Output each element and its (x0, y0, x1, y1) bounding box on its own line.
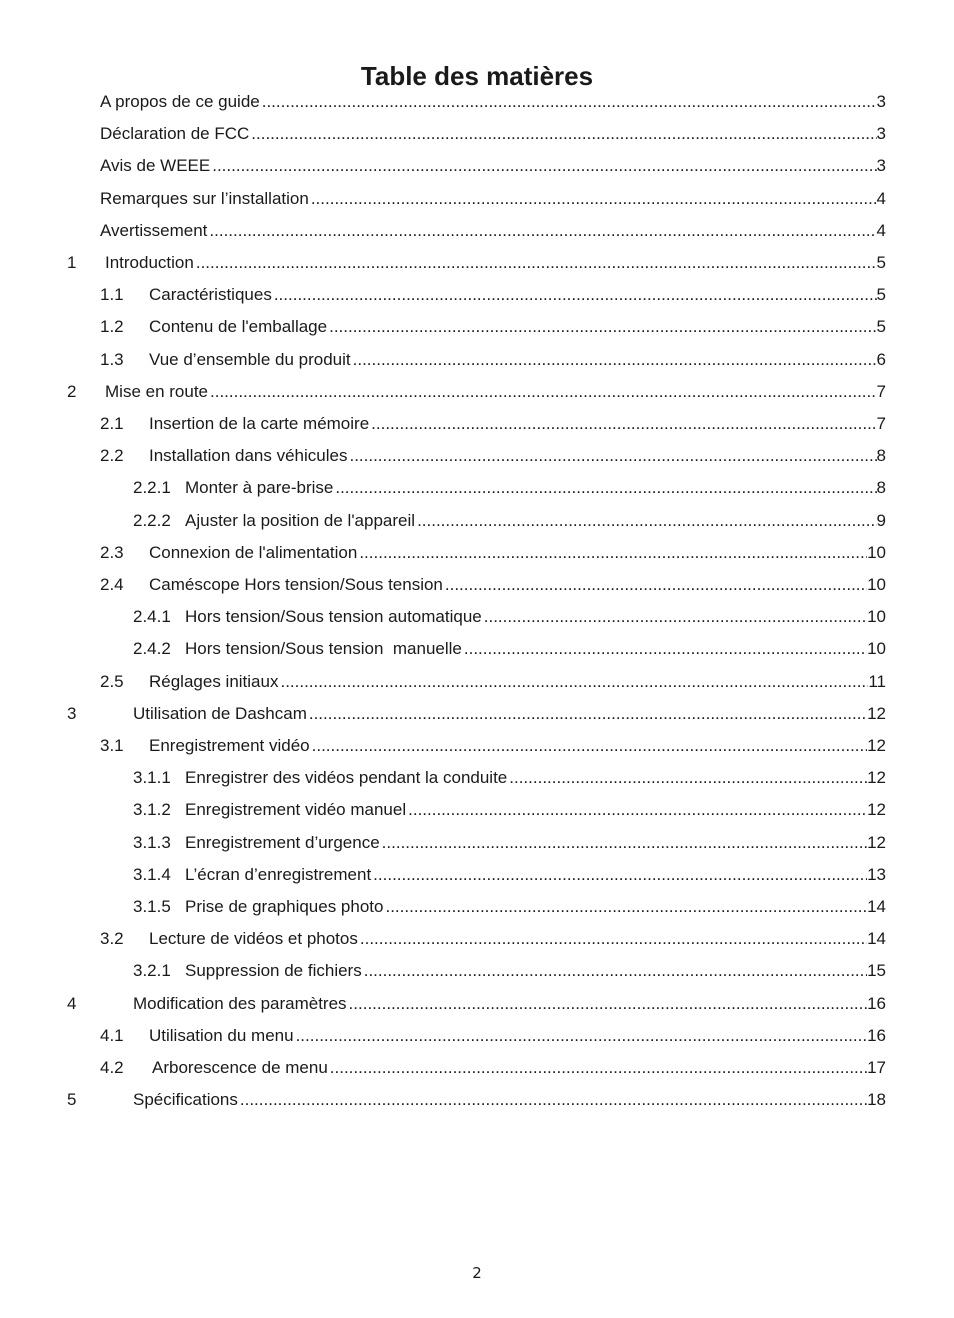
toc-entry-page: 13 (867, 864, 886, 884)
toc-dot-leader (212, 156, 876, 176)
toc-entry-number: 2.4.2 (133, 639, 171, 659)
toc-dot-leader (330, 1058, 867, 1078)
toc-entry-label: Avis de WEEE (100, 156, 211, 176)
toc-entry-page: 16 (867, 993, 886, 1013)
toc-dot-leader (210, 382, 877, 402)
toc-entry[interactable] (100, 118, 886, 150)
toc-entry-number: 2.3 (100, 542, 124, 562)
toc-dot-leader (196, 253, 877, 273)
toc-entry-label: Monter à pare-brise (185, 478, 334, 498)
toc-entry-number: 3.1.4 (133, 864, 171, 884)
toc-entry-label: Hors tension/Sous tension manuelle (185, 639, 462, 659)
toc-entry-number: 3.1.1 (133, 768, 171, 788)
toc-entry-page: 4 (876, 188, 886, 208)
toc-entry-page: 4 (876, 220, 886, 240)
toc-entry-number: 2.1 (100, 414, 124, 433)
toc-dot-leader (349, 994, 868, 1014)
toc-dot-leader (364, 961, 867, 981)
toc-entry-page: 7 (876, 381, 886, 401)
toc-entry[interactable] (100, 1052, 886, 1084)
toc-dot-leader (464, 639, 867, 659)
toc-entry-number: 2.2.1 (133, 478, 171, 498)
toc-entry-page: 6 (876, 349, 886, 369)
toc-entry-page: 12 (867, 832, 886, 852)
toc-dot-leader (312, 736, 867, 756)
toc-entry-page: 3 (876, 92, 886, 111)
toc-entry-page: 12 (867, 768, 886, 788)
toc-dot-leader (353, 350, 877, 370)
toc-entry[interactable] (67, 1084, 886, 1116)
toc-entry-label: Avertissement (100, 220, 208, 240)
toc-entry-page: 14 (867, 929, 886, 949)
toc-entry[interactable] (100, 215, 886, 247)
toc-entry-page: 10 (867, 607, 886, 627)
toc-dot-leader (240, 1090, 867, 1110)
toc-entry-page: 12 (867, 736, 886, 755)
toc-entry-label: L’écran d’enregistrement (185, 864, 372, 884)
toc-entry-label: A propos de ce guide (100, 92, 260, 111)
toc-entry-label: Utilisation de Dashcam (133, 703, 307, 723)
toc-entry[interactable] (100, 408, 886, 440)
toc-entry-label: Insertion de la carte mémoire (149, 414, 370, 433)
toc-dot-leader (309, 704, 867, 724)
toc-entry-page: 12 (867, 800, 886, 820)
toc-entry-label: Vue d’ensemble du produit (149, 349, 351, 369)
toc-entry-label: Suppression de fichiers (185, 961, 362, 981)
toc-entry-number: 2.4.1 (133, 607, 171, 627)
toc-entry-page: 5 (876, 253, 886, 272)
toc-entry-label: Spécifications (133, 1090, 238, 1110)
toc-entry-number: 3 (67, 703, 77, 723)
toc-entry[interactable] (67, 988, 886, 1020)
toc-entry[interactable] (100, 1020, 886, 1052)
toc-entry-number: 2.2 (100, 446, 124, 466)
toc-entry[interactable] (100, 344, 886, 376)
toc-entry-number: 3.1 (100, 736, 124, 755)
toc-entry-page: 18 (867, 1090, 886, 1110)
toc-dot-leader (280, 672, 868, 692)
toc-entry-page: 14 (867, 897, 886, 916)
toc-entry[interactable] (100, 311, 886, 343)
toc-entry[interactable] (133, 762, 886, 794)
toc-entry[interactable] (133, 505, 886, 537)
toc-entry[interactable] (67, 376, 886, 408)
toc-entry-page: 15 (867, 961, 886, 981)
toc-entry-number: 1.1 (100, 285, 124, 305)
toc-entry-number: 3.1.2 (133, 800, 171, 820)
page-title: Table des matières (360, 61, 594, 91)
toc-entry[interactable] (100, 440, 886, 472)
toc-entry-label: Ajuster la position de l'appareil (185, 510, 416, 530)
toc-entry[interactable] (133, 633, 886, 665)
toc-entry-number: 3.1.5 (133, 897, 171, 916)
toc-dot-leader (311, 189, 877, 209)
toc-entry-label: Enregistrement vidéo manuel (185, 800, 407, 820)
toc-entry-label: Installation dans véhicules (149, 446, 348, 466)
toc-entry-label: Prise de graphiques photo (185, 897, 384, 916)
toc-entry-number: 4 (67, 993, 77, 1013)
toc-entry-label: Réglages initiaux (149, 671, 279, 691)
toc-entry[interactable] (100, 569, 886, 601)
toc-entry-label: Arborescence de menu (152, 1058, 328, 1077)
toc-dot-leader (371, 414, 876, 434)
toc-dot-leader (296, 1026, 868, 1046)
toc-entry[interactable] (133, 601, 886, 633)
toc-entry[interactable] (67, 247, 886, 279)
toc-entry-page: 11 (868, 671, 886, 691)
toc-dot-leader (382, 833, 867, 853)
toc-entry-number: 3.1.3 (133, 832, 171, 852)
toc-entry-number: 5 (67, 1090, 77, 1110)
toc-entry-page: 7 (876, 414, 886, 433)
toc-dot-leader (484, 607, 867, 627)
toc-entry-number: 3.2 (100, 929, 124, 949)
toc-entry-label: Introduction (105, 253, 194, 272)
toc-entry-number: 2.2.2 (133, 510, 171, 530)
toc-entry-label: Lecture de vidéos et photos (149, 929, 358, 949)
toc-entry-page: 8 (876, 478, 886, 498)
toc-entry-number: 2 (67, 381, 77, 401)
toc-dot-leader (349, 446, 876, 466)
toc-entry-label: Mise en route (105, 381, 208, 401)
page-number: 2 (472, 1264, 482, 1282)
toc-entry-number: 2.5 (100, 671, 124, 691)
toc-entry-page: 10 (867, 639, 886, 659)
toc-dot-leader (445, 575, 867, 595)
toc-dot-leader (274, 285, 877, 305)
toc-dot-leader (509, 768, 867, 788)
toc-entry-page: 17 (867, 1058, 886, 1077)
toc-entry[interactable] (100, 279, 886, 311)
toc-entry[interactable] (133, 955, 886, 987)
toc-entry-label: Caractéristiques (149, 285, 272, 305)
toc-entry-page: 3 (876, 124, 886, 144)
toc-entry-number: 4.1 (100, 1025, 124, 1045)
toc-dot-leader (251, 124, 876, 144)
toc-dot-leader (335, 478, 876, 498)
toc-entry[interactable] (100, 183, 886, 215)
toc-entry[interactable] (133, 891, 886, 923)
toc-entry[interactable] (133, 794, 886, 826)
toc-entry-page: 5 (876, 285, 886, 305)
toc-entry-label: Utilisation du menu (149, 1025, 294, 1045)
toc-dot-leader (373, 865, 867, 885)
toc-entry[interactable] (67, 698, 886, 730)
toc-dot-leader (359, 543, 867, 563)
toc-dot-leader (329, 317, 876, 337)
toc-entry-page: 10 (867, 575, 886, 594)
toc-dot-leader (417, 511, 876, 531)
toc-entry-label: Contenu de l'emballage (149, 317, 328, 337)
toc-dot-leader (262, 92, 877, 112)
toc-entry-page: 10 (867, 542, 886, 562)
toc-dot-leader (209, 221, 876, 241)
toc-entry-label: Modification des paramètres (133, 993, 347, 1013)
toc-entry-page: 12 (867, 703, 886, 723)
toc-entry[interactable] (133, 472, 886, 504)
toc-entry-label: Connexion de l'alimentation (149, 542, 358, 562)
toc-entry[interactable] (100, 537, 886, 569)
toc-entry-label: Enregistrement d’urgence (185, 832, 380, 852)
toc-entry-number: 3.2.1 (133, 961, 171, 981)
toc-entry[interactable] (100, 150, 886, 182)
toc-entry-number: 4.2 (100, 1058, 124, 1077)
toc-entry-label: Caméscope Hors tension/Sous tension (149, 575, 443, 594)
toc-entry-label: Déclaration de FCC (100, 124, 250, 144)
toc-entry-label: Enregistrement vidéo (149, 736, 310, 755)
toc-entry-number: 1 (67, 253, 77, 272)
toc-entry-label: Remarques sur l’installation (100, 188, 309, 208)
toc-entry[interactable] (100, 666, 886, 698)
toc-entry-number: 2.4 (100, 575, 124, 594)
toc-entry[interactable] (100, 730, 886, 762)
toc-entry-page: 3 (876, 156, 886, 176)
toc-entry-page: 16 (867, 1025, 886, 1045)
toc-entry-label: Hors tension/Sous tension automatique (185, 607, 482, 627)
toc-dot-leader (408, 800, 867, 820)
toc-entry-page: 5 (876, 317, 886, 337)
toc-dot-leader (360, 929, 867, 949)
toc-entry-number: 1.2 (100, 317, 124, 337)
toc-entry[interactable] (133, 859, 886, 891)
toc-entry[interactable] (100, 923, 886, 955)
toc-entry[interactable] (133, 827, 886, 859)
toc-entry-page: 9 (876, 510, 886, 530)
toc-entry-label: Enregistrer des vidéos pendant la conduite (185, 768, 508, 788)
toc-entry-page: 8 (876, 446, 886, 466)
toc-dot-leader (385, 897, 867, 917)
toc-entry[interactable] (100, 86, 886, 118)
toc-entry-number: 1.3 (100, 349, 124, 369)
